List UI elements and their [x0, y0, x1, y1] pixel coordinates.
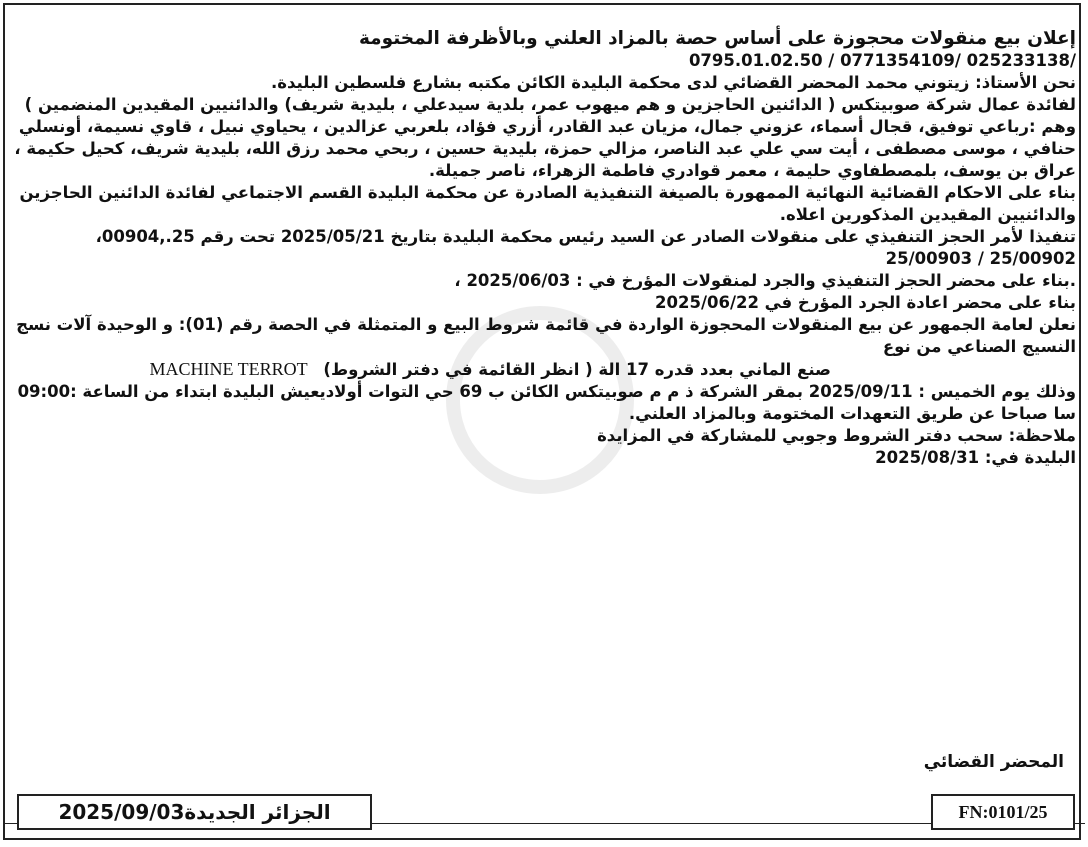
notice-line: .بناء على محضر الحجز التنفيذي والجرد لمنقولات المؤرخ في : 2025/06/03 ،	[454, 271, 1076, 290]
notice-line: بناء على الاحكام القضائية النهائية الممهورة بالصيغة التنفيذية الصادرة عن محكمة البليدة القسم الاجتماعي لفائدة الدائنين الحاجزين والدائنيين المقيدين المذكورين اعلاه.	[19, 183, 1076, 224]
signature: المحضر القضائي	[923, 752, 1064, 772]
reference-box: FN:0101/25	[931, 794, 1075, 830]
notice-line: لفائدة عمال شركة صوبيتكس ( الدائنين الحاجزين و هم ميهوب عمر، بلدية سيدعلي ، بليدية شريف) والدائنيين المقيدين المنضمين ) وهم :رباعي توفيق، قجال أسماء، عزوني جمال، مزيان عبد القادر، أزري فؤاد، بلعربي عزالدين ، يحياوي نبيل ، قاوي نسيمة، أونسلي حنافي ، موسى مصطفى ، أيت سي علي عبد الناصر، مزالي حمزة، بليدية حسين ، ربحي محمد رزق الله، بليدية شريف، كحيل حكيمة ، عراق بن يوسف، بلمصطفاوي حليمة ، معمر قوادري فاطمة الزهراء، ناصر جميلة.	[14, 95, 1076, 180]
machine-name: MACHINE TERROT	[149, 359, 308, 379]
notice-body	[10, 28, 1076, 469]
notice-line: بناء على محضر اعادة الجرد المؤرخ في 2025/06/22	[655, 293, 1076, 312]
machine-line	[10, 358, 1076, 381]
machine-detail: صنع الماني بعدد قدره 17 الة ( انظر القائمة في دفتر الشروط)	[323, 360, 831, 379]
phone-numbers: 0795.01.02.50 / 0771354109/ 025233138/	[688, 51, 1076, 70]
notice-title: إعلان بيع منقولات محجوزة على أساس حصة بالمزاد العلني وبالأظرفة المختومة	[358, 28, 1076, 49]
note-line: ملاحظة: سحب دفتر الشروط وجوبي للمشاركة في المزايدة	[597, 426, 1076, 445]
notice-line: نعلن لعامة الجمهور عن بيع المنقولات المحجوزة الواردة في قائمة شروط البيع و المتمثلة في الحصة رقم (01): و الوحيدة آلات نسج النسيج الصناعي من نوع	[16, 315, 1076, 356]
notice-line: تنفيذا لأمر الحجز التنفيذي على منقولات الصادر عن السيد رئيس محكمة البليدة بتاريخ 2025/05/21 تحت رقم 25.,00904، 25/00902 / 25/00903	[95, 227, 1076, 268]
sale-line: وذلك يوم الخميس : 2025/09/11 بمقر الشركة ذ م م صوبيتكس الكائن ب 69 حي التوات أولاديعيش البليدة ابتداء من الساعة :09:00 سا صباحا عن طريق التعهدات المختومة وبالمزاد العلني.	[17, 382, 1076, 423]
newspaper-date-box: الجزائر الجديدة2025/09/03	[17, 794, 372, 830]
place-date: البليدة في: 2025/08/31	[875, 448, 1076, 467]
notice-line: نحن الأستاذ: زيتوني محمد المحضر القضائي لدى محكمة البليدة الكائن مكتبه بشارع فلسطين البليدة.	[271, 73, 1076, 92]
